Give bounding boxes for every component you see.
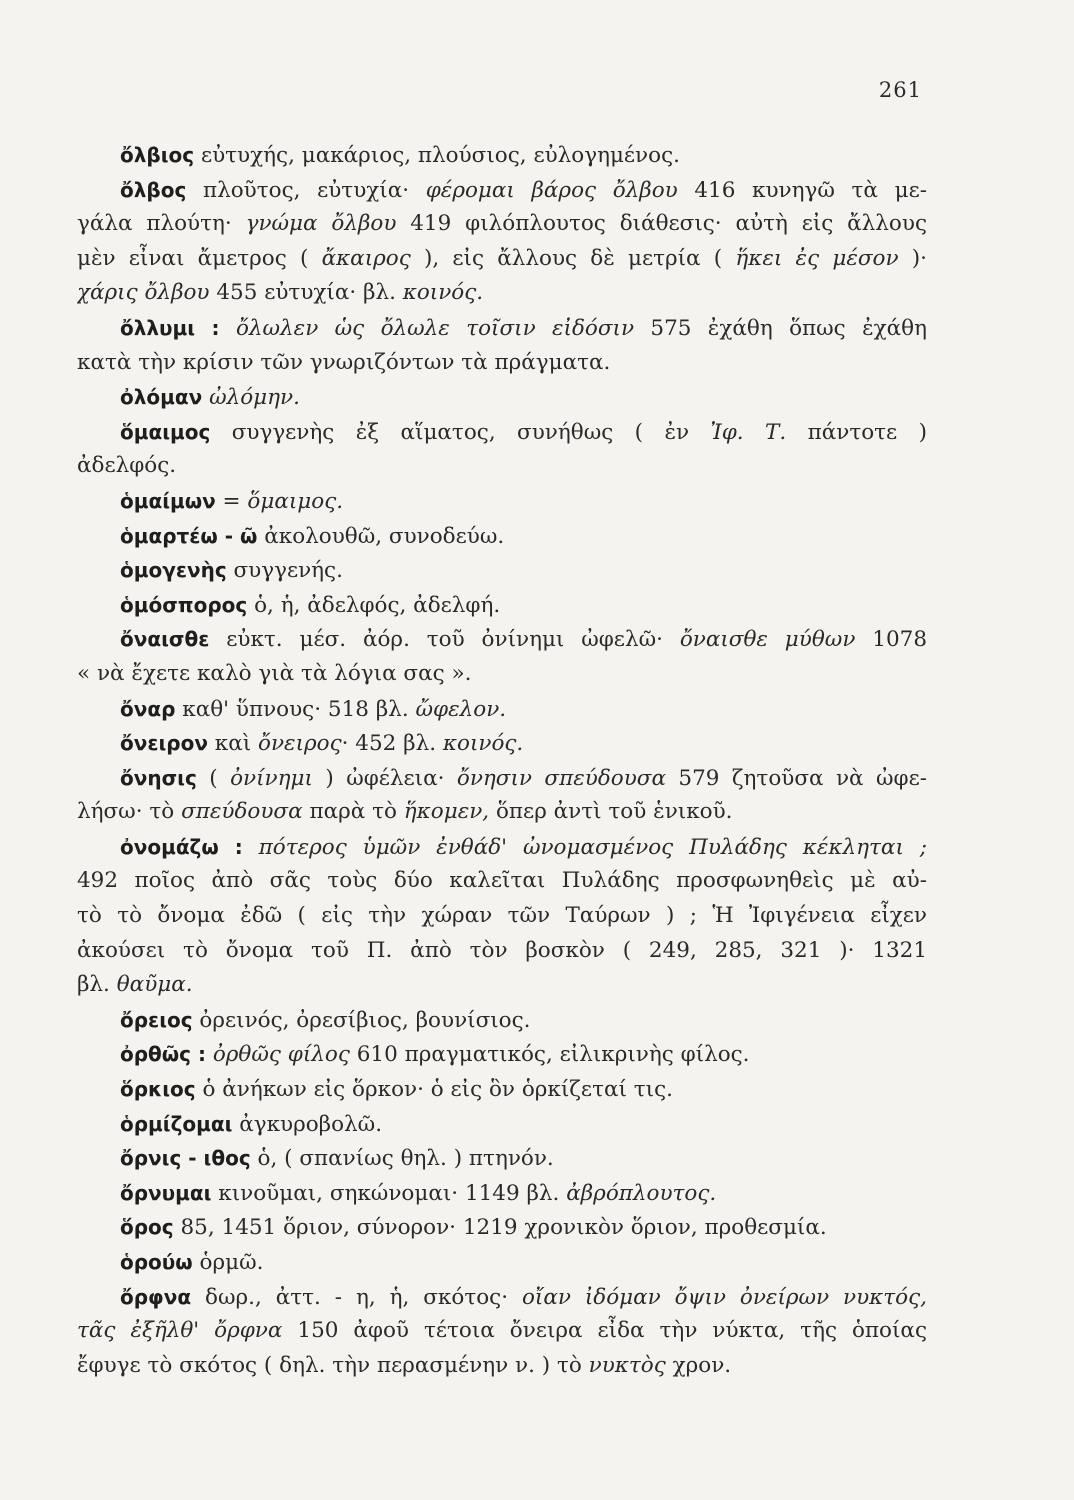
- definition-text: · 452 βλ.: [341, 731, 443, 757]
- text-line: [77, 899, 927, 934]
- quotation-text: κοινός.: [402, 280, 484, 306]
- text-line: [77, 726, 927, 761]
- definition-text: =: [215, 488, 248, 514]
- definition-text: ὅπερ ἀντὶ τοῦ ἑνικοῦ.: [489, 799, 733, 825]
- definition-text: [220, 316, 236, 341]
- quotation-text: φέρομαι βάρος ὄλβου: [425, 177, 678, 203]
- definition-text: 610 πραγματικός, εἰλικρινὴς φίλος.: [349, 1042, 750, 1068]
- headword: ὀνομάζω :: [120, 834, 243, 859]
- text-line: [77, 138, 927, 173]
- dictionary-entries: [77, 138, 927, 1383]
- text-line: [77, 795, 927, 830]
- text-line: [77, 1072, 927, 1107]
- headword: ὄλβιος: [120, 143, 195, 167]
- definition-text: 85, 1451 ὅριον, σύνορον· 1219 χρονικὸν ὅριον, προθεσμία.: [173, 1215, 827, 1241]
- quotation-text: πότερος ὑμῶν ἐνθάδ' ὠνομασμένος Πυλάδης κέκληται ;: [258, 834, 927, 860]
- definition-text: βλ.: [77, 972, 117, 998]
- headword: ὅρκιος: [120, 1077, 196, 1102]
- text-line: [77, 1314, 927, 1349]
- quotation-text: ὀρθῶς φίλος: [212, 1042, 350, 1068]
- headword: ὄρειος: [120, 1007, 193, 1032]
- text-line: [77, 761, 927, 796]
- headword: ὄναισθε: [120, 627, 210, 652]
- definition-text: 579 ζητοῦσα νὰ ὠφε-: [665, 765, 927, 791]
- definition-text: 150 ἀφοῦ τέτοια ὄνειρα εἶδα τὴν νύκτα, τῆς ὁποίας: [282, 1318, 927, 1344]
- definition-text: [206, 1042, 213, 1067]
- quotation-text: οἴαν ἰδόμαν ὄψιν ὀνείρων νυκτός,: [521, 1284, 927, 1310]
- quotation-text: νυκτὸς: [588, 1352, 666, 1378]
- headword: ὄρνις - ιθος: [120, 1146, 251, 1171]
- headword: ὄλβος: [120, 177, 187, 202]
- text-line: [77, 968, 927, 1003]
- definition-text: καὶ: [207, 731, 259, 757]
- definition-text: )·: [898, 245, 927, 271]
- text-line: [77, 276, 927, 311]
- definition-text: ὁ, ἡ, ἀδελφός, ἀδελφή.: [247, 592, 501, 618]
- text-line: [77, 1037, 927, 1072]
- headword: ὁμογενὴς: [120, 558, 227, 583]
- text-line: [77, 588, 927, 623]
- text-line: [77, 1176, 927, 1211]
- quotation-text: ὄνησιν σπεύδουσα: [456, 765, 666, 791]
- text-line: [77, 692, 927, 727]
- quotation-text: τᾶς ἐξῆλθ' ὄρφνα: [77, 1318, 283, 1344]
- definition-text: δωρ., ἀττ. - η, ἡ, σκότος·: [191, 1284, 522, 1310]
- headword: ὄνειρον: [120, 731, 208, 756]
- definition-text: « νὰ ἔχετε καλὸ γιὰ τὰ λόγια σας ».: [77, 660, 472, 686]
- text-line: [77, 657, 927, 692]
- text-line: [77, 1280, 927, 1315]
- text-line: [77, 242, 927, 277]
- definition-text: ἀκούσει τὸ ὄνομα τοῦ Π. ἀπὸ τὸν βοσκὸν ( 249, 285, 321 )· 1321: [77, 937, 927, 963]
- quotation-text: θαῦμα.: [116, 972, 193, 998]
- definition-text: 492 ποῖος ἀπὸ σᾶς τοὺς δύο καλεῖται Πυλάδης προσφωνηθεὶς μὲ αὐ-: [77, 868, 927, 894]
- quotation-text: Ἰφ. Τ.: [710, 419, 787, 445]
- text-line: [77, 207, 927, 242]
- headword: ὄρνυμαι: [120, 1180, 212, 1205]
- definition-text: 416 κυνηγῶ τὰ με-: [677, 177, 927, 203]
- headword: ὁμαρτέω - ῶ: [120, 523, 258, 548]
- quotation-text: ὄνειρος: [258, 731, 342, 757]
- text-line: [77, 553, 927, 588]
- quotation-text: ἀβρόπλουτος.: [566, 1180, 717, 1206]
- definition-text: (: [196, 765, 231, 791]
- headword: ὅμαιμος: [120, 419, 211, 444]
- quotation-text: ὄλωλεν ὡς ὄλωλε τοῖσιν εἰδόσιν: [235, 315, 635, 341]
- headword: ὄλλυμι :: [120, 315, 220, 340]
- definition-text: 455 εὐτυχία· βλ.: [209, 280, 403, 306]
- definition-text: κατὰ τὴν κρίσιν τῶν γνωριζόντων τὰ πράγματα.: [77, 349, 611, 375]
- definition-text: χρον.: [665, 1352, 732, 1378]
- text-line: [77, 1349, 927, 1384]
- definition-text: ὁ, ( σπανίως θηλ. ) πτηνόν.: [250, 1146, 554, 1172]
- definition-text: 419 φιλόπλουτος διάθεσις· αὐτὴ εἰς ἄλλους: [396, 211, 927, 237]
- definition-text: λήσω· τὸ: [77, 799, 182, 825]
- text-line: [77, 864, 927, 899]
- quotation-text: ὠλόμην.: [209, 385, 300, 411]
- quotation-text: ἥκομεν,: [403, 799, 490, 825]
- definition-text: καθ' ὕπνους· 518 βλ.: [175, 696, 416, 722]
- quotation-text: ὀνίνημι: [230, 765, 313, 791]
- text-line: [77, 415, 927, 450]
- headword: ὄναρ: [120, 696, 176, 721]
- definition-text: ὁρμῶ.: [192, 1250, 264, 1275]
- text-line: [77, 484, 927, 519]
- definition-text: 575 ἐχάθη ὅπως ἐχάθη: [634, 315, 927, 341]
- text-line: [77, 1107, 927, 1142]
- headword: ὁρούω: [120, 1250, 193, 1274]
- definition-text: 1078: [855, 627, 927, 653]
- quotation-text: ὤφελον.: [415, 696, 507, 722]
- text-line: [77, 173, 927, 208]
- definition-text: συγγενής.: [226, 558, 343, 584]
- headword: ὁμαίμων: [120, 488, 216, 513]
- definition-text: ἀγκυροβολῶ.: [232, 1111, 383, 1137]
- text-line: [77, 380, 927, 415]
- definition-text: ἀδελφός.: [77, 453, 177, 479]
- headword: ὁρμίζομαι: [120, 1111, 233, 1136]
- definition-text: συγγενὴς ἐξ αἵματος, συνήθως ( ἐν: [210, 419, 711, 445]
- definition-text: κινοῦμαι, σηκώνομαι· 1149 βλ.: [211, 1180, 567, 1206]
- text-line: [77, 1245, 927, 1280]
- quotation-text: κοινός.: [442, 731, 524, 757]
- text-line: [77, 519, 927, 554]
- headword: ὀλόμαν: [120, 385, 203, 410]
- definition-text: ) ὠφέλεια·: [312, 765, 457, 791]
- quotation-text: γνώμα ὄλβου: [245, 211, 397, 237]
- definition-text: γάλα πλούτη·: [77, 211, 246, 237]
- definition-text: ἔφυγε τὸ σκότος ( δηλ. τὴν περασμένην ν. ) τὸ: [77, 1352, 589, 1378]
- page-number: 261: [878, 78, 922, 102]
- text-line: [77, 934, 927, 969]
- headword: ὅρος: [120, 1215, 174, 1240]
- definition-text: ὀρεινός, ὀρεσίβιος, βουνίσιος.: [192, 1007, 531, 1033]
- quotation-text: ὄναισθε μύθων: [679, 627, 856, 653]
- definition-text: ἀκολουθῶ, συνοδεύω.: [257, 523, 505, 549]
- text-line: [77, 1003, 927, 1038]
- text-line: [77, 1141, 927, 1176]
- quotation-text: σπεύδουσα: [181, 799, 303, 825]
- quotation-text: ἥκει ἐς μέσον: [735, 245, 899, 271]
- headword: ὄρφνα: [120, 1284, 192, 1309]
- definition-text: εὐτυχής, μακάριος, πλούσιος, εὐλογημένος.: [194, 143, 680, 168]
- headword: ὀρθῶς :: [120, 1042, 206, 1067]
- definition-text: ὁ ἀνήκων εἰς ὅρκον· ὁ εἰς ὃν ὁρκίζεταί τις.: [195, 1077, 673, 1103]
- text-line: [77, 1210, 927, 1245]
- definition-text: ), εἰς ἄλλους δὲ μετρία (: [410, 245, 736, 271]
- quotation-text: χάρις ὄλβου: [77, 280, 210, 306]
- definition-text: πάντοτε ): [786, 419, 927, 445]
- text-line: [77, 622, 927, 657]
- text-line: [77, 346, 927, 381]
- headword: ὄνησις: [120, 765, 197, 790]
- definition-text: πλοῦτος, εὐτυχία·: [186, 177, 426, 203]
- definition-text: [243, 835, 259, 860]
- definition-text: εὐκτ. μέσ. ἀόρ. τοῦ ὀνίνημι ὠφελῶ·: [209, 627, 680, 653]
- text-line: [77, 311, 927, 346]
- definition-text: παρὰ τὸ: [302, 799, 404, 825]
- quotation-text: ἄκαιρος: [321, 245, 411, 271]
- quotation-text: ὅμαιμος.: [247, 488, 344, 514]
- text-line: [77, 830, 927, 865]
- text-line: [77, 449, 927, 484]
- headword: ὁμόσπορος: [120, 592, 248, 617]
- definition-text: μὲν εἶναι ἄμετρος (: [77, 245, 322, 271]
- definition-text: τὸ τὸ ὄνομα ἐδῶ ( εἰς τὴν χώραν τῶν Ταύρων ) ; Ἡ Ἰφιγένεια εἶχεν: [77, 903, 927, 929]
